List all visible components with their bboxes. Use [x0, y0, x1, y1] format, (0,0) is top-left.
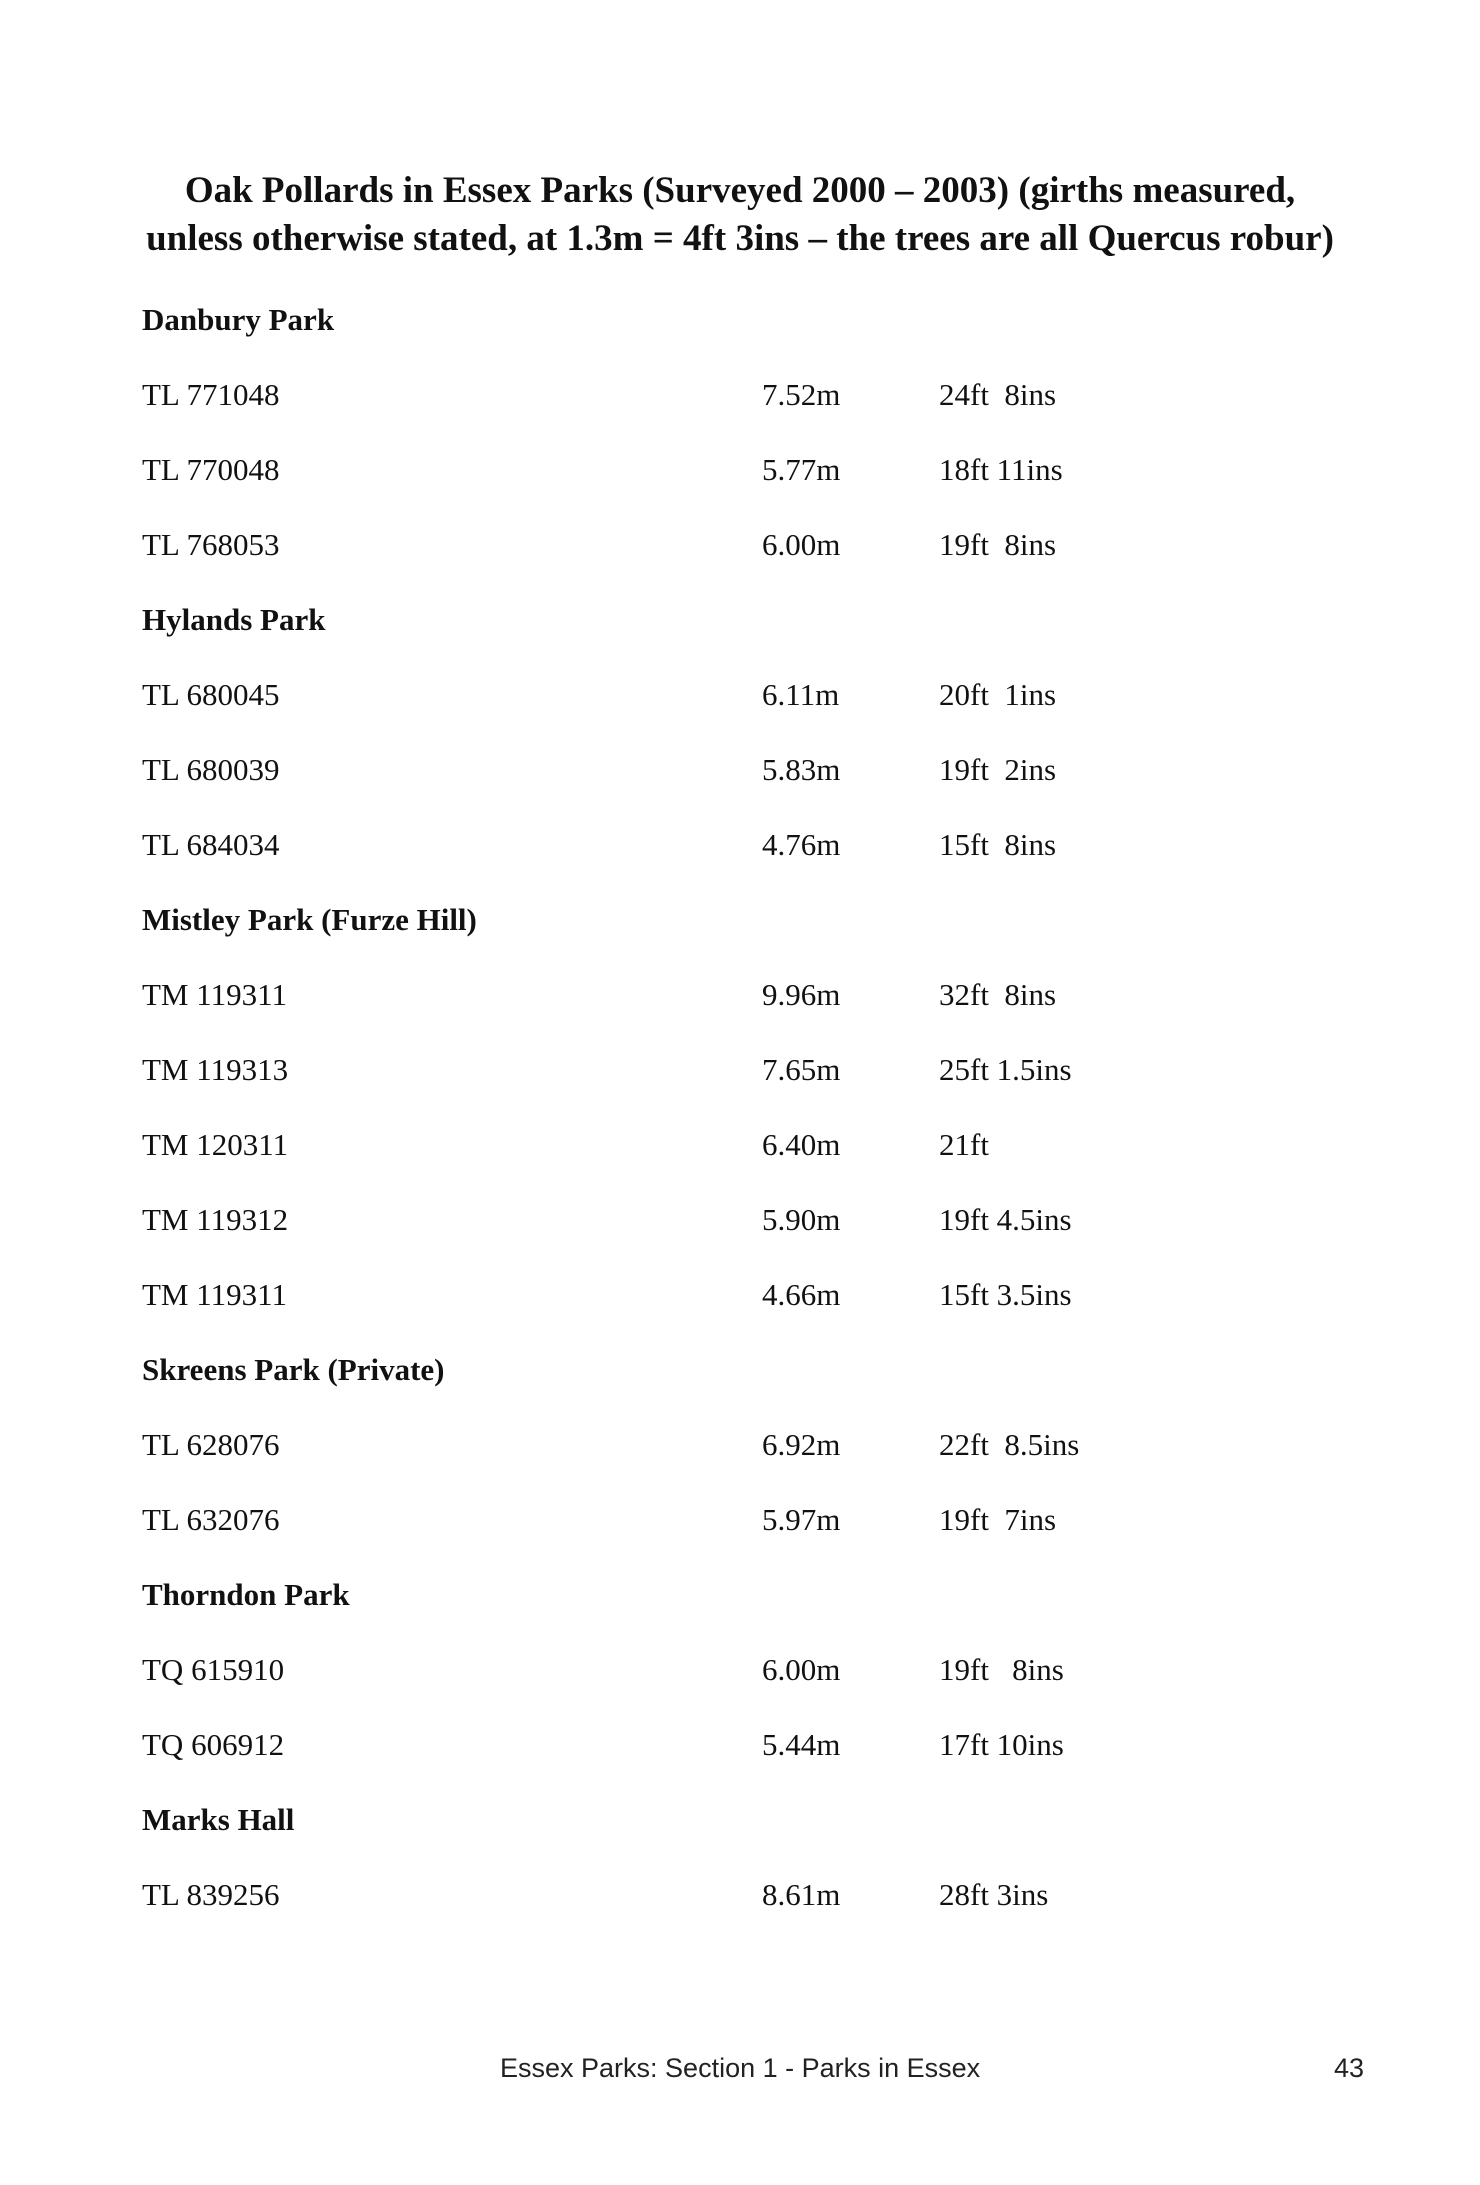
grid-reference: TL 680039: [142, 752, 280, 787]
girth-imperial: 19ft 8ins: [939, 1652, 1064, 1687]
grid-reference: TL 771048: [142, 377, 280, 412]
table-row: [142, 1872, 1342, 1947]
girth-imperial: 18ft 11ins: [939, 452, 1063, 487]
girth-metric: 5.97m: [762, 1502, 841, 1537]
girth-imperial: 21ft: [939, 1127, 989, 1162]
table-row: [142, 822, 1342, 897]
girth-metric: 6.40m: [762, 1127, 841, 1162]
girth-metric: 7.52m: [762, 377, 841, 412]
section-heading: Danbury Park: [142, 302, 335, 337]
page-number: 43: [1334, 2053, 1365, 2083]
girth-imperial: 15ft 3.5ins: [939, 1277, 1072, 1312]
grid-reference: TL 632076: [142, 1502, 280, 1537]
table-row: [142, 372, 1342, 447]
girth-imperial: 19ft 7ins: [939, 1502, 1057, 1537]
table-row: [142, 1422, 1342, 1497]
grid-reference: TL 684034: [142, 827, 280, 862]
page-title-line-1: Oak Pollards in Essex Parks (Surveyed 2000 – 2003) (girths measured,: [184, 170, 1296, 211]
grid-reference: TL 628076: [142, 1427, 280, 1462]
girth-metric: 5.83m: [762, 752, 841, 787]
grid-reference: TQ 615910: [142, 1652, 285, 1687]
grid-reference: TM 119313: [142, 1052, 289, 1087]
table-row: [142, 747, 1342, 822]
table-row: [142, 1272, 1342, 1347]
girth-imperial: 20ft 1ins: [939, 677, 1057, 712]
section-heading: Mistley Park (Furze Hill): [142, 902, 477, 937]
girth-imperial: 19ft 4.5ins: [939, 1202, 1072, 1237]
section-heading: Marks Hall: [142, 1802, 295, 1837]
girth-imperial: 25ft 1.5ins: [939, 1052, 1072, 1087]
table-row: [142, 972, 1342, 1047]
pollard-table: [142, 297, 1342, 1947]
girth-imperial: 19ft 2ins: [939, 752, 1057, 787]
girth-imperial: 32ft 8ins: [939, 977, 1057, 1012]
girth-imperial: 24ft 8ins: [939, 377, 1057, 412]
grid-reference: TM 119312: [142, 1202, 289, 1237]
section-heading: Hylands Park: [142, 602, 326, 637]
girth-metric: 4.66m: [762, 1277, 841, 1312]
girth-imperial: 17ft 10ins: [939, 1727, 1064, 1762]
table-row: [142, 1122, 1342, 1197]
section-heading: Thorndon Park: [142, 1577, 350, 1612]
grid-reference: TQ 606912: [142, 1727, 285, 1762]
girth-imperial: 19ft 8ins: [939, 527, 1057, 562]
grid-reference: TM 120311: [142, 1127, 289, 1162]
girth-metric: 6.92m: [762, 1427, 841, 1462]
grid-reference: TL 768053: [142, 527, 280, 562]
table-row: [142, 1197, 1342, 1272]
section-heading: Skreens Park (Private): [142, 1352, 445, 1387]
table-row: [142, 1722, 1342, 1797]
table-row: [142, 1497, 1342, 1572]
girth-metric: 5.77m: [762, 452, 841, 487]
grid-reference: TL 680045: [142, 677, 280, 712]
girth-metric: 5.90m: [762, 1202, 841, 1237]
page-title-line-2: unless otherwise stated, at 1.3m = 4ft 3ins – the trees are all Quercus robur): [146, 218, 1334, 259]
girth-imperial: 28ft 3ins: [939, 1877, 1049, 1912]
grid-reference: TL 770048: [142, 452, 280, 487]
table-row: [142, 1047, 1342, 1122]
girth-metric: 4.76m: [762, 827, 841, 862]
grid-reference: TM 119311: [142, 1277, 287, 1312]
girth-metric: 6.11m: [762, 677, 840, 712]
table-row: [142, 522, 1342, 597]
girth-metric: 5.44m: [762, 1727, 841, 1762]
table-row: [142, 1647, 1342, 1722]
grid-reference: TM 119311: [142, 977, 287, 1012]
girth-metric: 6.00m: [762, 527, 841, 562]
footer-text: Essex Parks: Section 1 - Parks in Essex: [500, 2053, 981, 2083]
girth-metric: 6.00m: [762, 1652, 841, 1687]
girth-metric: 7.65m: [762, 1052, 841, 1087]
girth-metric: 8.61m: [762, 1877, 841, 1912]
table-row: [142, 672, 1342, 747]
girth-imperial: 15ft 8ins: [939, 827, 1057, 862]
girth-metric: 9.96m: [762, 977, 841, 1012]
grid-reference: TL 839256: [142, 1877, 280, 1912]
girth-imperial: 22ft 8.5ins: [939, 1427, 1080, 1462]
table-row: [142, 447, 1342, 522]
